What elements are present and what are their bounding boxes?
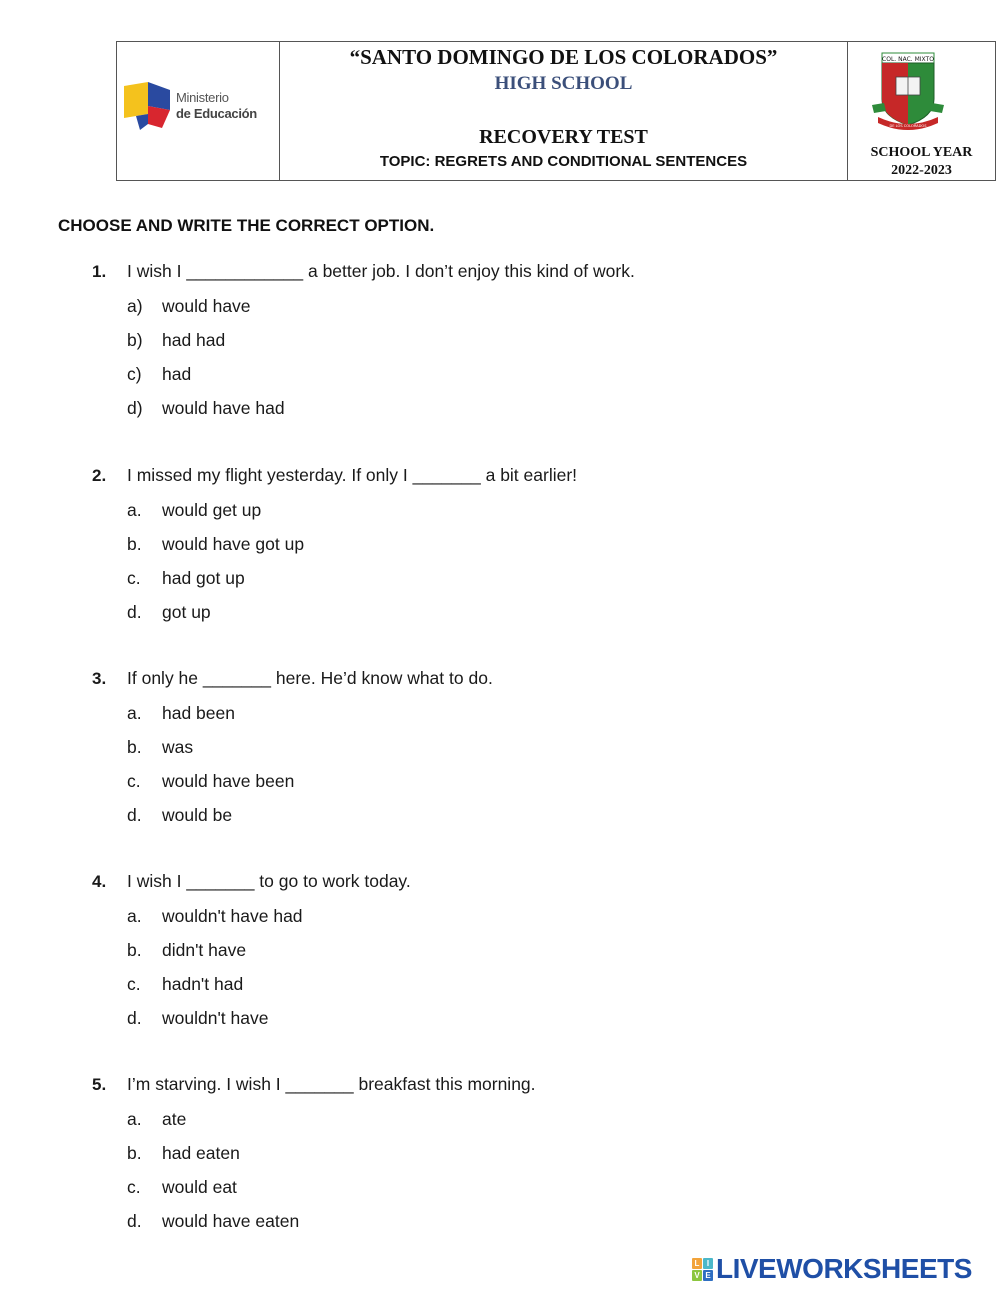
brand-blocks-icon [692,1258,713,1281]
brand-block: L [692,1258,702,1269]
topic: TOPIC: REGRETS AND CONDITIONAL SENTENCES [379,153,748,170]
header-table [116,41,996,181]
school-crest-icon [864,51,952,133]
option-letter: c. [127,568,141,588]
liveworksheets-logo [692,1253,972,1285]
option-text[interactable]: hadn't had [162,974,244,994]
school-year-label: SCHOOL YEAR [870,145,973,160]
option-text[interactable]: was [162,737,194,757]
question-text: If only he _______ here. He’d know what to do. [127,668,493,688]
option-text[interactable]: had had [162,330,226,350]
crest-bottom-text: DE LOS COLORADOS [889,124,927,128]
option-text[interactable]: didn't have [162,940,247,960]
option-text[interactable]: wouldn't have [162,1008,269,1028]
option-letter: c. [127,1177,141,1197]
option-text[interactable]: had [162,364,192,384]
question-text: I’m starving. I wish I _______ breakfast this morning. [127,1074,536,1094]
option-letter: b. [127,940,142,960]
question-number: 4. [92,872,107,891]
option-letter: c. [127,974,141,994]
option-text[interactable]: wouldn't have had [162,906,303,926]
option-text[interactable]: would be [162,805,233,825]
brand-name: LIVEWORKSHEETS [716,1253,972,1284]
crest-top-text: COL. NAC. MIXTO [882,56,934,63]
test-title: RECOVERY TEST [479,126,648,148]
question-number: 2. [92,466,107,485]
option-text[interactable]: would eat [162,1177,237,1197]
option-text[interactable]: had been [162,703,235,723]
option-text[interactable]: would have had [162,398,285,418]
title-cell [280,42,848,180]
school-year [848,144,995,180]
question-text: I wish I ____________ a better job. I don’t enjoy this kind of work. [127,261,635,281]
option-text[interactable]: had got up [162,568,245,588]
crest-cell [848,42,995,180]
school-type: HIGH SCHOOL [494,73,633,94]
question-text: I missed my flight yesterday. If only I _______ a bit earlier! [127,465,578,485]
brand-block: E [703,1270,713,1281]
option-letter: a. [127,703,142,723]
question-text: I wish I _______ to go to work today. [127,871,411,891]
option-letter: c. [127,771,141,791]
ministry-line-2: de Educación [176,106,257,121]
instructions: CHOOSE AND WRITE THE CORRECT OPTION. [58,216,435,235]
option-letter: d) [127,398,143,418]
option-text[interactable]: would have [162,296,251,316]
option-letter: a. [127,500,142,520]
brand-block: I [703,1258,713,1269]
option-letter: d. [127,602,142,622]
school-year-value: 2022-2023 [891,163,952,178]
ministry-logo-cell [117,42,280,180]
question-number: 3. [92,669,107,688]
option-letter: d. [127,805,142,825]
option-letter: d. [127,1008,142,1028]
question-number: 1. [92,262,107,281]
option-letter: b. [127,534,142,554]
option-letter: a) [127,296,143,316]
option-text[interactable]: ate [162,1109,187,1129]
option-letter: b. [127,737,142,757]
option-letter: b. [127,1143,142,1163]
ministry-name [176,90,257,122]
option-text[interactable]: would have been [162,771,295,791]
option-text[interactable]: would have eaten [162,1211,300,1231]
option-letter: a. [127,906,142,926]
school-name: “SANTO DOMINGO DE LOS COLORADOS” [349,45,778,69]
option-text[interactable]: would get up [162,500,262,520]
ministry-line-1: Ministerio [176,90,229,105]
option-letter: a. [127,1109,142,1129]
option-letter: c) [127,364,142,384]
option-text[interactable]: had eaten [162,1143,240,1163]
brand-block: V [692,1270,702,1281]
option-text[interactable]: would have got up [162,534,305,554]
option-letter: b) [127,330,143,350]
ministry-logo [122,80,257,132]
option-letter: d. [127,1211,142,1231]
option-text[interactable]: got up [162,602,211,622]
question-number: 5. [92,1075,107,1094]
ministry-flag-icon [122,80,172,132]
